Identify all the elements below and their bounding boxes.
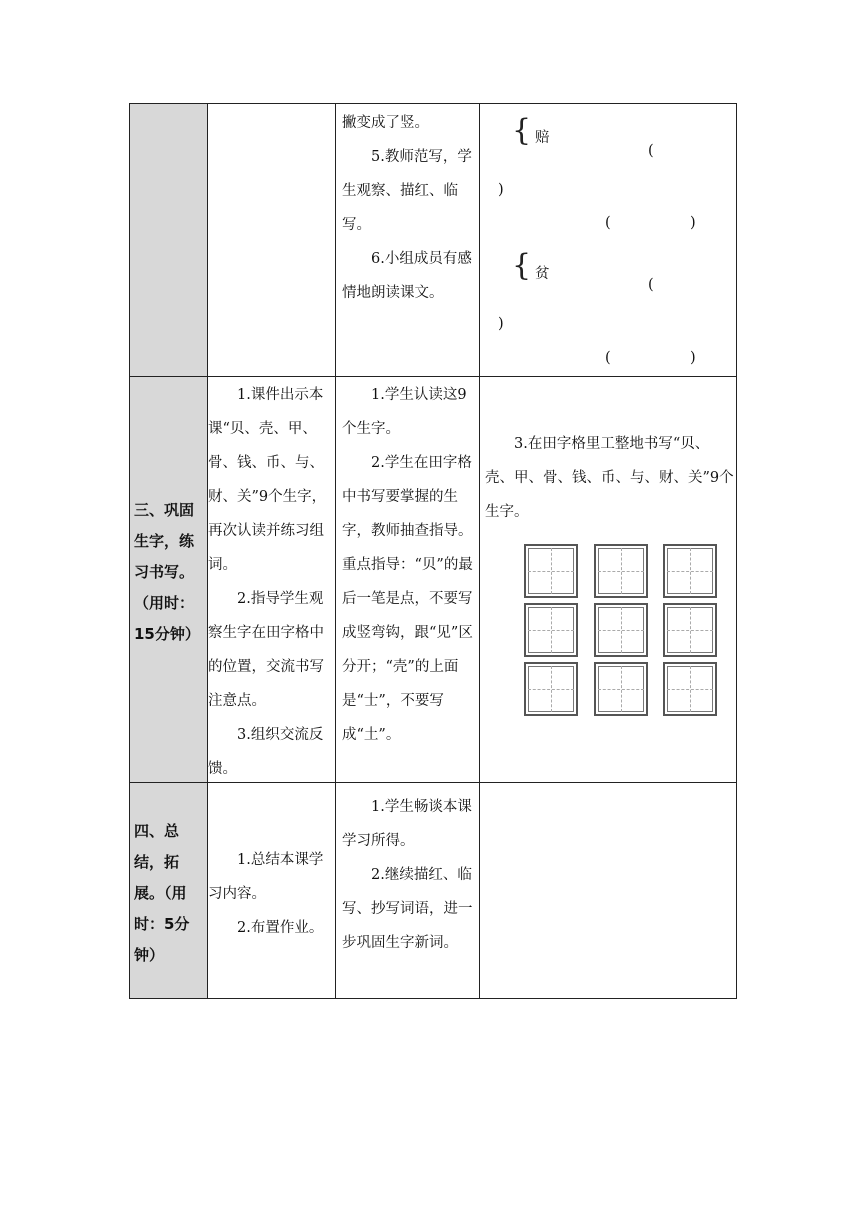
row2-col2-line2: 2.指导学生观察生字在田字格中的位置，交流书写注意点。: [208, 591, 324, 709]
row1-col3-line1: 撇变成了竖。: [342, 115, 429, 131]
row1-student-activity: [342, 106, 476, 310]
row2-col3-line1: 1.学生认读这9个生字。: [342, 387, 467, 437]
tianzige-box: [594, 603, 648, 657]
stage-consolidate: 三、巩固生字，练习书写。（用时：15分钟）: [134, 501, 200, 643]
stage-summary: 四、总结，拓展。（用时：5分钟）: [134, 822, 190, 964]
row2-exercise: [485, 427, 735, 529]
tianzige-box: [663, 662, 717, 716]
tianzige-box: [663, 603, 717, 657]
row3-col3-line1: 1.学生畅谈本课学习所得。: [342, 799, 472, 849]
tianzige-box: [524, 603, 578, 657]
tianzige-box: [594, 544, 648, 598]
tianzige-box: [663, 544, 717, 598]
row3-col2-line2: 2.布置作业。: [237, 920, 324, 936]
lesson-plan-table: [129, 103, 737, 999]
row2-col3-line2: 2.学生在田字格中书写要掌握的生字，教师抽查指导。重点指导：“贝”的最后一笔是点，不要写成竖弯钩，跟“见”区分开；“壳”的上面是“士”，不要写成“土”。: [342, 455, 473, 743]
row2-col4-line1: 3.在田字格里工整地书写“贝、壳、甲、骨、钱、币、与、财、关”9个生字。: [485, 436, 734, 520]
row3-student-activity: [342, 790, 476, 960]
row3-col3-line2: 2.继续描红、临写、抄写词语，进一步巩固生字新词。: [342, 867, 473, 951]
row3-col2-line1: 1.总结本课学习内容。: [208, 852, 324, 902]
tianzige-grid: [524, 544, 724, 724]
row2-teacher-activity: [208, 378, 334, 786]
row2-col2-line3: 3.组织交流反馈。: [208, 727, 324, 777]
row1-exercise-area: { 赔 ( ) ( ) { 贫 ( ) ( ): [498, 113, 696, 366]
char-pei: 赔: [535, 130, 550, 146]
char-pin: 贫: [535, 266, 550, 282]
tianzige-box: [524, 544, 578, 598]
row3-teacher-activity: [208, 843, 334, 945]
row1-col3-line3: 6.小组成员有感情地朗读课文。: [342, 251, 472, 301]
tianzige-box: [594, 662, 648, 716]
row2-col2-line1: 1.课件出示本课“贝、壳、甲、骨、钱、币、与、财、关”9个生字，再次认读并练习组词。: [208, 387, 327, 573]
row1-col3-line2: 5.教师范写，学生观察、描红、临写。: [342, 149, 472, 233]
row2-student-activity: [342, 378, 476, 752]
tianzige-box: [524, 662, 578, 716]
